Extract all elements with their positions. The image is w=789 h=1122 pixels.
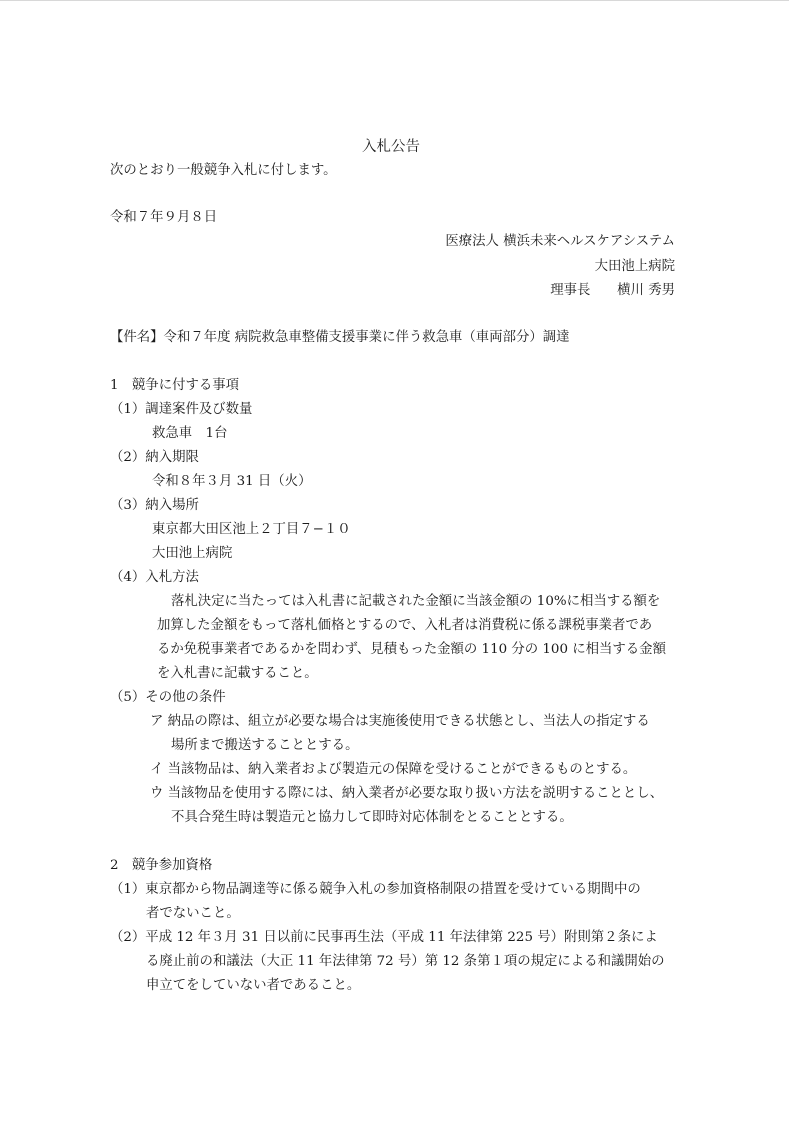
issuer-representative: 理事長 横川 秀男 [550,283,675,298]
item-1-3-label: （3）納入場所 [110,498,199,513]
intro-text: 次のとおり一般競争入札に付します。 [110,163,337,178]
item-1-5-u-line-2: 不具合発生時は製造元と協力して即時対応体制をとることとする。 [171,810,573,825]
section-1-heading: 1 競争に付する事項 [110,378,240,393]
notice-date: 令和７年９月８日 [110,210,218,225]
issuer-hospital: 大田池上病院 [594,259,675,274]
section-2-heading: 2 競争参加資格 [110,858,213,873]
item-2-1-line-1: （1）東京都から物品調達等に係る競争入札の参加資格制限の措置を受けている期間中の [110,882,641,897]
issuer-organization: 医療法人 横浜未来ヘルスケアシステム [445,234,675,249]
item-1-2-value: 令和８年３月 31 日（火） [152,474,312,489]
document-title: 入札公告 [362,139,420,155]
item-1-4-text-1: 落札決定に当たっては入札書に記載された金額に当該金額の 10%に相当する額を [171,594,661,609]
item-1-5-a-line-2: 場所まで搬送することとする。 [171,738,359,753]
item-1-4-text-2: 加算した金額をもって落札価格とするので、入札者は消費税に係る課税事業者であ [157,618,653,633]
item-1-5-a-line-1: ア 納品の際は、組立が必要な場合は実施後使用できる状態とし、当法人の指定する [150,714,650,729]
subject-line: 【件名】令和７年度 病院救急車整備支援事業に伴う救急車（車両部分）調達 [110,330,570,345]
item-2-2-line-2: る廃止前の和議法（大正 11 年法律第 72 号）第 12 条第１項の規定による和議開始の [146,954,665,969]
item-1-3-place: 大田池上病院 [152,546,233,561]
item-1-5-i: イ 当該物品は、納入業者および製造元の保障を受けることができるものとする。 [150,762,637,777]
item-1-1-value: 救急車 1台 [152,426,228,441]
item-1-4-text-3: るか免税事業者であるかを問わず、見積もった金額の 110 分の 100 に相当する金額 [157,642,666,657]
item-2-1-line-2: 者でないこと。 [146,906,240,921]
item-1-4-label: （4）入札方法 [110,570,199,585]
item-1-3-address: 東京都大田区池上２丁目７−１０ [152,522,351,537]
item-1-4-text-4: を入札書に記載すること。 [157,666,318,681]
item-1-5-u-line-1: ウ 当該物品を使用する際には、納入業者が必要な取り扱い方法を説明することとし、 [150,786,664,801]
item-1-5-label: （5）その他の条件 [110,690,226,705]
item-1-1-label: （1）調達案件及び数量 [110,402,253,417]
item-1-2-label: （2）納入期限 [110,450,199,465]
item-2-2-line-1: （2）平成 12 年３月 31 日以前に民事再生法（平成 11 年法律第 225 号）附則第２条によ [110,930,658,945]
item-2-2-line-3: 申立てをしていない者であること。 [146,978,361,993]
